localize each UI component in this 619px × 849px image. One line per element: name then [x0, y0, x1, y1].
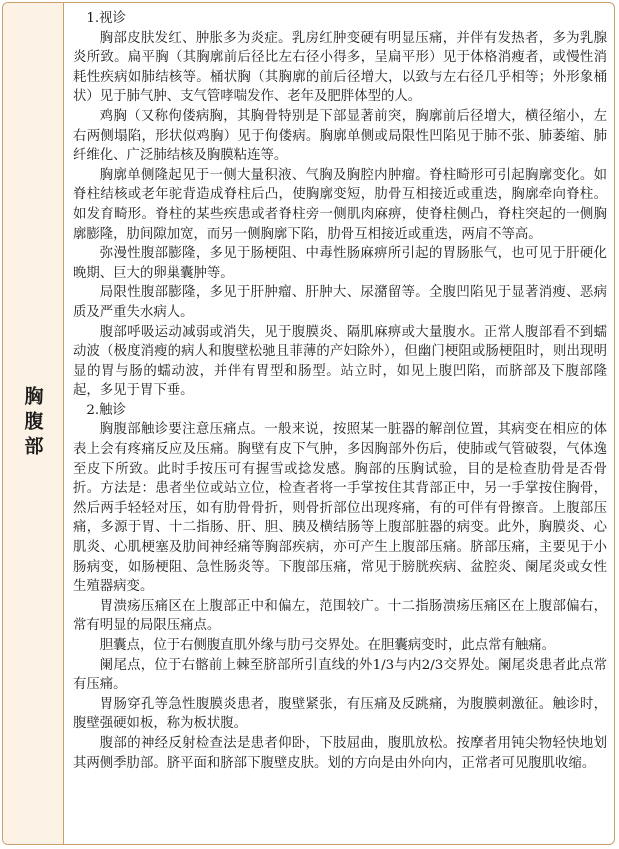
paragraph: 阑尾点，位于右髂前上棘至脐部所引直线的外1/3与内2/3交界处。阑尾炎患者此点常有压痛。 [73, 657, 607, 693]
paragraph: 胸部皮肤发红、肿胀多为炎症。乳房红肿变硬有明显压痛，并伴有发热者，多为乳腺炎所致。扁平胸（其胸廓前后径比左右径小得多，呈扁平形）见于体格消瘦者，或慢性消耗性疾病如肺结核等。桶状胸（其胸廓的前后径增大，以致与左右径几乎相等；外形象桶状）见于肺气肿、支气管哮喘发作、老年及肥胖体型的人。 [73, 30, 607, 105]
content-body [73, 9, 607, 840]
paragraph: 胸廓单侧隆起见于一侧大量积液、气胸及胸腔内肿瘤。脊柱畸形可引起胸廓变化。如脊柱结核或老年驼背造成脊柱后凸，使胸廓变短，肋骨互相接近或重迭，胸廓牵向脊柱。如发育畸形。脊柱的某些疾患或者脊柱旁一侧肌肉麻痹，使脊柱侧凸，脊柱突起的一侧胸廓膨隆，肋间隙加宽，而另一侧胸廓下陷，肋骨互相接近或重迭，两肩不等高。 [73, 167, 607, 242]
section-label: 胸腹部 [21, 386, 44, 461]
paragraph: 弥漫性腹部膨隆，多见于肠梗阻、中毒性肠麻痹所引起的胃肠胀气，也可见于肝硬化晚期、巨大的卵巢囊肿等。 [73, 246, 607, 281]
paragraph: 胸腹部触诊要注意压痛点。一般来说，按照某一脏器的解剖位置，其病变在相应的体表上会有疼痛反应及压痛。胸壁有皮下气肿，多因胸部外伤后，使肺或气管破裂，气体逸至皮下所致。此时手按压可有握雪或捻发感。胸部的压胸试验，目的是检查肋骨是否骨折。方法是：患者坐位或站立位，检查者将一手掌按住其背部正中，另一手掌按住胸骨，然后两手轻轻对压，如有肋骨骨折，则骨折部位出现疼痛，有的可伴有骨擦音。上腹部压痛，多源于胃、十二指肠、肝、胆、胰及横结肠等上腹部脏器的病变。此外，胸膜炎、心肌炎、心肌梗塞及肋间神经痛等胸部疾病，亦可产生上腹部压痛。脐部压痛，主要见于小肠病变，如肠梗阻、急性肠炎等。下腹部压痛，常见于膀胱疾病、盆腔炎、阑尾炎或女性生殖器病变。 [73, 422, 607, 595]
content-table [2, 2, 615, 845]
paragraph: 腹部的神经反射检查法是患者仰卧，下肢屈曲，腹肌放松。按摩者用钝尖物轻快地划其两侧季肋部。脐平面和脐部下腹壁皮肤。划的方向是由外向内，正常者可见腹肌收缩。 [73, 735, 607, 771]
heading-palpation: 2.触诊 [86, 402, 126, 418]
heading-inspection: 1.视诊 [86, 11, 126, 26]
paragraph: 胃肠穿孔等急性腹膜炎患者，腹壁紧张，有压痛及反跳痛，为腹膜刺激征。触诊时，腹壁强硬如板，称为板状腹。 [73, 696, 607, 732]
paragraph: 腹部呼吸运动减弱或消失，见于腹膜炎、隔肌麻痹或大量腹水。正常人腹部看不到蠕动波（极度消瘦的病人和腹壁松驰且菲薄的产妇除外），但幽门梗阻或肠梗阻时，则出现明显的胃与肠的蠕动波，并伴有胃型和肠型。站立时，如见上腹凹陷，而脐部及下腹部隆起，多见于胃下垂。 [73, 324, 607, 399]
paragraph: 胆囊点，位于右侧腹直肌外缘与肋弓交界处。在胆囊病变时，此点常有触痛。 [99, 638, 556, 653]
paragraph: 鸡胸（又称佝偻病胸，其胸骨特别是下部显著前突，胸廓前后径增大，横径缩小，左右两侧塌陷，形状似鸡胸）见于佝偻病。胸廓单侧或局限性凹陷见于肺不张、肺萎缩、肺纤维化、广泛肺结核及胸膜粘连等。 [73, 108, 607, 164]
paragraph: 局限性腹部膨隆，多见于肝肿瘤、肝肿大、尿潴留等。全腹凹陷见于显著消瘦、恶病质及严重失水病人。 [73, 285, 607, 320]
section-label-cell [3, 3, 64, 844]
paragraph: 胃溃疡压痛区在上腹部正中和偏左，范围较广。十二指肠溃疡压痛区在上腹部偏右，常有明显的局限压痛点。 [73, 598, 607, 634]
